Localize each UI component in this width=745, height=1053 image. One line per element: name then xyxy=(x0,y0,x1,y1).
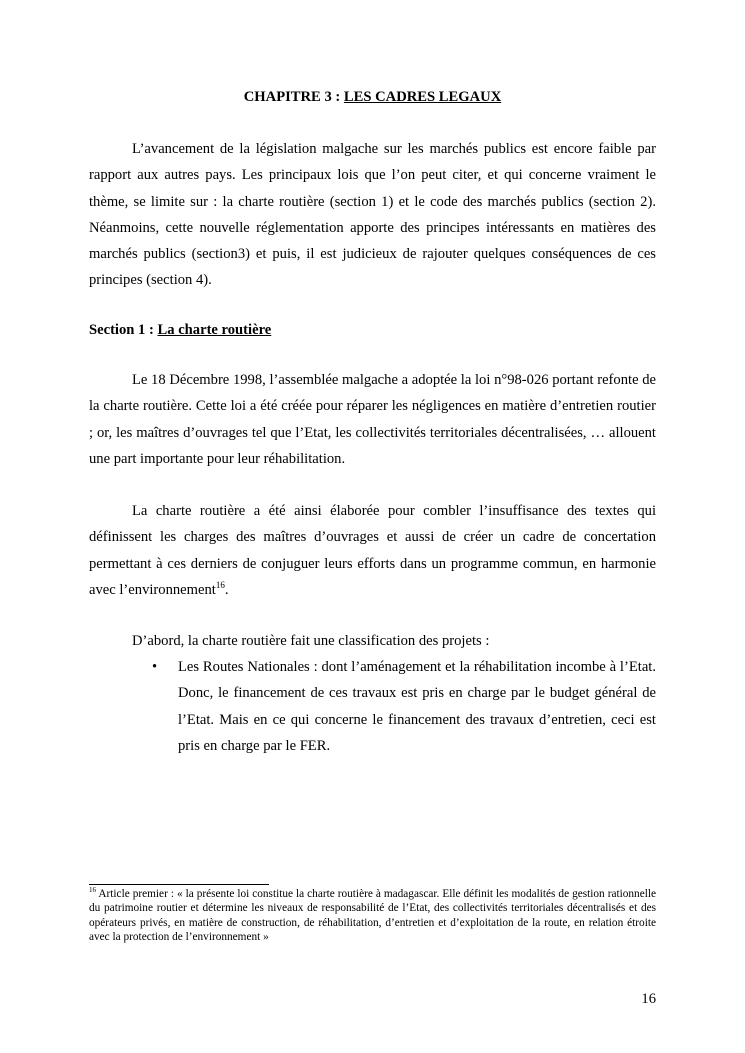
chapter-title: LES CADRES LEGAUX xyxy=(343,89,502,105)
paragraph-charter-purpose xyxy=(89,498,656,603)
paragraph-charter-purpose-text: La charte routière a été ainsi élaborée pour combler l’insuffisance des textes qui définissent les charges des maîtres d’ouvrages et aussi de créer un cadre de concertation permettant à ces derniers de conjuguer leurs efforts dans un programme commun, en harmonie avec l’environnement xyxy=(89,503,656,598)
section-title: La charte routière xyxy=(157,322,272,338)
chapter-heading xyxy=(0,88,745,106)
footnote-divider xyxy=(89,884,269,885)
bullet-list xyxy=(152,654,656,759)
bullet-icon: • xyxy=(152,659,158,675)
section-prefix: Section 1 : xyxy=(89,322,158,338)
footnote xyxy=(89,887,656,945)
section-heading xyxy=(89,321,271,339)
intro-paragraph: L’avancement de la législation malgache sur les marchés publics est encore faible par rapport aux autres pays. Les principaux lois que l’on peut citer, et qui concerne vraiment le thème, se limite sur : la charte routière (section 1) et le code des marchés publics (section 2). Néanmoins, cette nouvelle réglementation apporte des principes intéressants en matières des marchés publics (section3) et puis, il est judicieux de rajouter quelques conséquences de ces principes (section 4). xyxy=(89,141,656,289)
chapter-prefix: CHAPITRE 3 : xyxy=(243,89,344,105)
paragraph-charter-adoption: Le 18 Décembre 1998, l’assemblée malgache a adoptée la loi n°98-026 portant refonte de la charte routière. Cette loi a été créée pour réparer les négligences en matière d’entretien routier ; or, les maîtres d’ouvrages tel que l’Etat, les collectivités territoriales décentralisées, … allouent une part importante pour leur réhabilitation. xyxy=(89,372,656,467)
page-number: 16 xyxy=(641,991,656,1007)
paragraph-end-punctuation: . xyxy=(224,581,229,598)
footnote-reference[interactable]: 16 xyxy=(215,580,225,591)
list-item: Les Routes Nationales : dont l’aménagement et la réhabilitation incombe à l’Etat. Donc, le financement de ces travaux est pris en charge par le budget général de l’Etat. Mais en ce qui concerne le financement des travaux d’entretien, ceci est pris en charge par le FER. xyxy=(178,659,656,754)
footnote-number: 16 xyxy=(89,886,96,895)
footnote-text: Article premier : « la présente loi constitue la charte routière à madagascar. Elle définit les modalités de gestion rationnelle du patrimoine routier et détermine les niveaux de responsabilité de l’Etat, des collectivités territoriales décentralisés et des opérateurs privés, en matière de construction, de réhabilitation, d’entretien et d’exploitation de la route, en relation étroite avec la protection de l’environnement » xyxy=(89,888,656,944)
paragraph-classification-intro: D’abord, la charte routière fait une classification des projets : xyxy=(132,633,490,649)
